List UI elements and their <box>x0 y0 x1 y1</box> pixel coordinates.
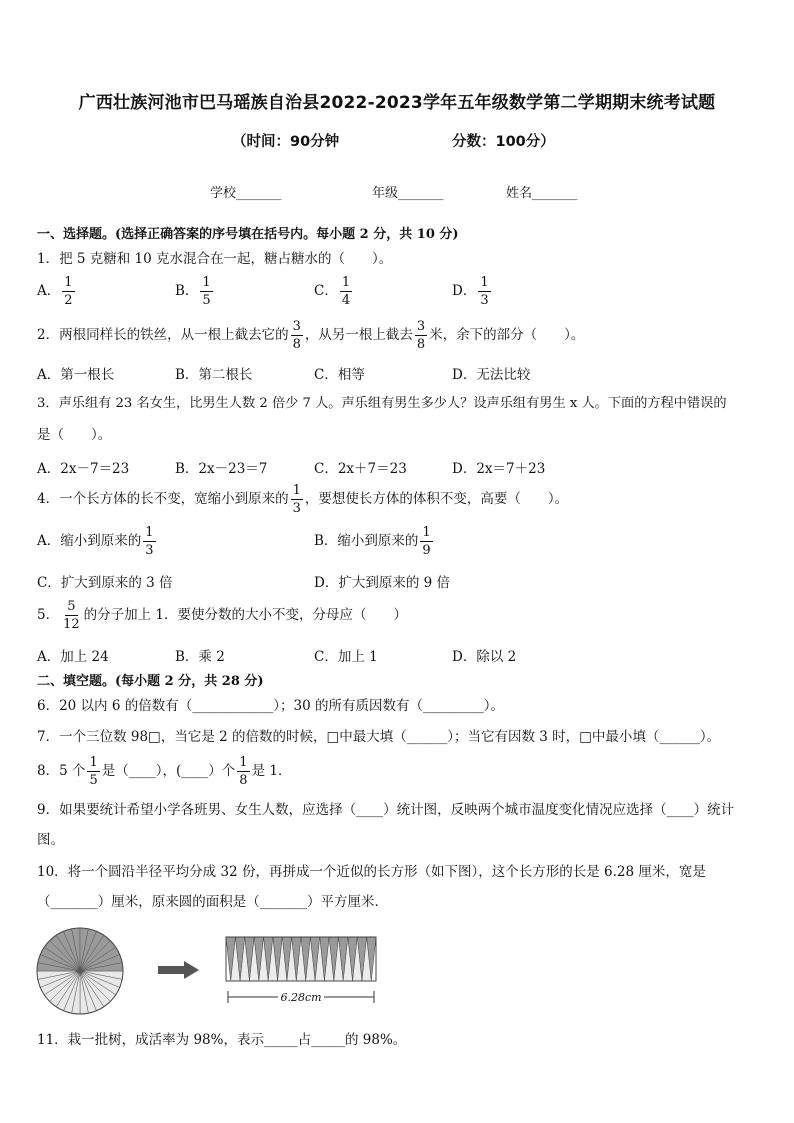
exam-time: （时间：90分钟 <box>232 134 340 150</box>
question-3-line2: 是（ ）。 <box>37 427 112 443</box>
rectangle-length-label: 6.28cm <box>280 991 322 1004</box>
q5-option-a: A．加上 24 <box>37 649 109 665</box>
question-2: 2．两根同样长的铁丝，从一根上截去它的 $\frac{3}{8}$ ，从另一根上截去 $\frac{3}{8}$ 米，余下的部分（ ）。 <box>37 319 585 352</box>
exam-title: 广西壮族河池市巴马瑶族自治县2022-2023学年五年级数学第二学期期末统考试题 <box>78 93 716 113</box>
q3-option-c: C．2x＋7＝23 <box>314 461 407 477</box>
question-11: 11．栽一批树，成活率为 98%，表示_____占_____的 98%。 <box>37 1032 407 1048</box>
question-1: 1．把 5 克糖和 10 克水混合在一起，糖占糖水的（ ）。 <box>37 251 393 267</box>
section-heading-fill: 二、填空题。(每小题 2 分，共 28 分) <box>37 674 264 689</box>
q4-option-a: A．缩小到原来的 $\frac{1}{3}$ <box>37 525 154 558</box>
q3-option-d: D．2x＝7＋23 <box>452 461 546 477</box>
question-5: 5． $\frac{5}{12}$ 的分子加上 1．要使分数的大小不变，分母应（ ） <box>37 599 408 632</box>
q5-option-b: B．乘 2 <box>175 649 225 665</box>
section-heading-choice: 一、选择题。(选择正确答案的序号填在括号内。每小题 2 分，共 10 分) <box>37 227 459 242</box>
school-field: 学校_______ <box>210 186 282 201</box>
q5-option-c: C．加上 1 <box>314 649 378 665</box>
q2-option-d: D．无法比较 <box>452 367 531 383</box>
circle-sectors-figure <box>35 926 125 1016</box>
question-10-line1: 10．将一个圆沿半径平均分成 32 份，再拼成一个近似的长方形（如下图），这个长方形的长是 6.28 厘米，宽是 <box>37 864 706 880</box>
grade-field: 年级_______ <box>372 186 444 201</box>
question-8: 8．5 个 $\frac{1}{5}$ 是（____），(____）个 $\frac{1}{8}$ 是 1． <box>37 755 292 788</box>
question-6: 6．20 以内 6 的倍数有（____________）；30 的所有质因数有（_________）。 <box>37 698 504 714</box>
q2-option-a: A．第一根长 <box>37 367 115 383</box>
question-4: 4．一个长方体的长不变，宽缩小到原来的 $\frac{1}{3}$ ，要想使长方体的体积不变，高要（ ）。 <box>37 483 569 516</box>
q2-option-c: C．相等 <box>314 367 365 383</box>
q5-option-d: D．除以 2 <box>452 649 517 665</box>
exam-score: 分数：100分） <box>452 134 555 150</box>
q4-option-c: C．扩大到原来的 3 倍 <box>37 575 173 591</box>
q1-option-b: B． $\frac{1}{5}$ <box>175 275 211 308</box>
q3-option-b: B．2x－23＝7 <box>175 461 268 477</box>
q3-option-a: A．2x－7＝23 <box>37 461 130 477</box>
question-10-line2: （_______）厘米，原来圆的面积是（_______）平方厘米． <box>37 894 388 910</box>
q1-option-a: A． $\frac{1}{2}$ <box>37 275 73 308</box>
question-9-line1: 9．如果要统计希望小学各班男、女生人数，应选择（____）统计图，反映两个城市温度变化情况应选择（____）统计 <box>37 802 735 818</box>
question-9-line2: 图。 <box>37 832 64 848</box>
q4-option-d: D．扩大到原来的 9 倍 <box>314 575 450 591</box>
q2-option-b: B．第二根长 <box>175 367 253 383</box>
rectangle-teeth <box>226 937 376 981</box>
q1-option-d: D． $\frac{1}{3}$ <box>452 275 489 308</box>
question-3-line1: 3．声乐组有 23 名女生，比男生人数 2 倍少 7 人。声乐组有男生多少人？设声乐组有男生 x 人。下面的方程中错误的 <box>37 396 727 411</box>
question-7: 7．一个三位数 98□，当它是 2 的倍数的时候，□中最大填（______）；当它有因数 3 时，□中最小填（______）。 <box>37 729 721 745</box>
name-field: 姓名_______ <box>506 186 578 201</box>
transform-arrow-icon <box>158 960 200 980</box>
rearranged-rectangle-figure <box>222 935 382 1005</box>
q1-option-c: C． $\frac{1}{4}$ <box>314 275 351 308</box>
q4-option-b: B．缩小到原来的 $\frac{1}{9}$ <box>314 525 431 558</box>
